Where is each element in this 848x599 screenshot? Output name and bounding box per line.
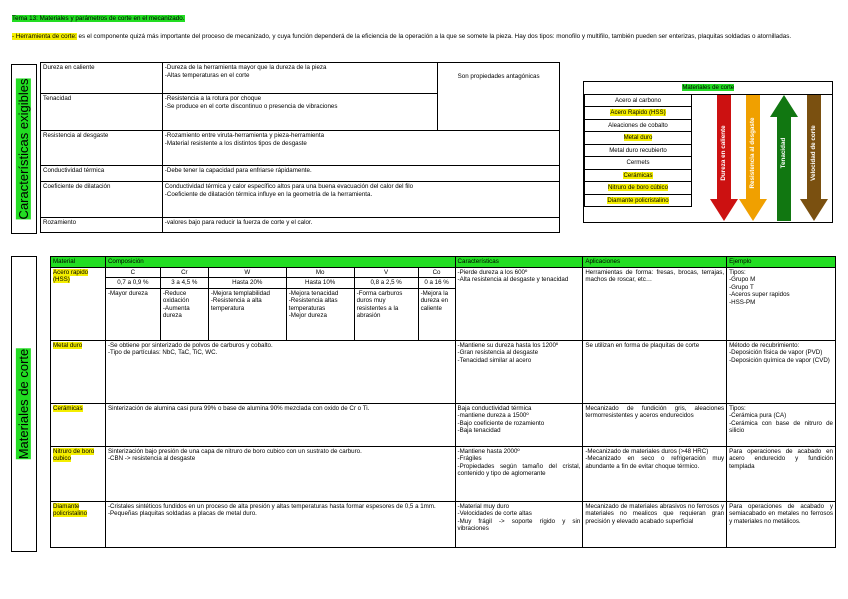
arrow-tenacidad [770,95,798,221]
char-name: Rozamiento [41,218,163,233]
element-effect: -Mejora tenacidad -Resistencia altas temperaturas -Mejor dureza [286,288,354,340]
header-material: Material [51,257,106,268]
char-name: Conductividad térmica [41,166,163,182]
arrow-label: Dureza en caliente [720,125,728,181]
material-name: Cerámicas [51,403,106,446]
material-example: Para operaciones de acabado en acero endurecido y fundición templada [727,446,836,501]
cutting-materials-header: Materiales de corte [682,84,735,92]
element-amount: Hasta 20% [208,278,286,289]
materials-table [50,256,836,548]
material-example: Para operaciones de acabado y semiacabado en metales no ferrosos y materiales no metálicos. [727,501,836,547]
material-characteristics: -Mantiene hasta 2000º -Frágiles -Propiedades según tamaño del cristal, contenido y tipo de aglomerante [455,446,583,501]
header-characteristics: Características [455,257,583,268]
materials-side-label [11,256,37,552]
element-amount: 0 a 16 % [418,278,455,289]
characteristics-table [40,62,560,233]
intro-text: es el componente quizá más importante del proceso de mecanizado, y cuya función dependerá de la eficiencia de la operación a la que se somete la pieza. Hay dos tipos: monofilo y multifilo, también pueden ser enterizas, plaquitas soldadas o atornilladas. [76,33,792,40]
char-name: Tenacidad [41,94,163,131]
characteristics-label-text: Características exigibles [15,78,31,220]
char-desc: -Resistencia a la rotura por choque -Se produce en el corte discontinuo o presencia de vibraciones [162,94,437,131]
char-desc: -Dureza de la herramienta mayor que la dureza de la pieza -Altas temperaturas en el corte [162,63,437,94]
element-amount: 0,8 a 2,5 % [354,278,418,289]
element-symbol: Co [418,267,455,278]
char-desc: -Debe tener la capacidad para enfriarse rápidamente. [162,166,559,182]
element-effect: -Mejora la dureza en caliente [418,288,455,340]
material-name: Metal duro [51,340,106,403]
material-composition: -Cristales sintéticos fundidos en un proceso de alta presión y altas temperaturas hasta formar espesores de 0,5 a 1mm. -Pequeñas plaquitas soldadas a placas de metal duro. [105,501,455,547]
cut-item: Aleaciones de cobalto [585,119,692,132]
arrow-dureza-en-caliente [710,95,738,221]
material-name: Diamante policristalino [51,501,106,547]
cut-item: Nitruro de boro cúbico [585,182,692,195]
material-example: Método de recubrimiento: -Deposición física de vapor (PVD) -Deposición química de vapor (CVD) [727,340,836,403]
element-effect: -Mejora templabilidad -Resistencia a alta temperatura [208,288,286,340]
char-desc: Conductividad térmica y calor específico altos para una buena evacuación del calor del filo -Coeficiente de dilatación térmica influye en la geometría de la herramienta. [162,182,559,218]
char-desc: -valores bajo para reducir la fuerza de corte y el calor. [162,218,559,233]
cut-item: Cerámicas [585,169,692,182]
element-symbol: W [208,267,286,278]
element-amount: 3 a 4,5 % [160,278,208,289]
arrow-label: Tenacidad [780,137,788,169]
arrow-label: Velocidad de corte [810,125,818,181]
arrow-velocidad-corte [800,95,828,221]
characteristics-side-label [11,64,37,234]
arrow-label: Resistencia al desgaste [749,117,757,189]
element-symbol: V [354,267,418,278]
material-characteristics: Baja conductividad térmica -mantiene dureza a 1500º -Bajo coeficiente de rozamiento -Baja tenacidad [455,403,583,446]
header-applications: Aplicaciones [583,257,727,268]
antagonic-note: Son propiedades antagónicas [438,63,560,131]
page-title [12,15,185,23]
material-example: Tipos: -Grupo M -Grupo T -Aceros super rapidos -HSS-PM [727,267,836,340]
char-name: Dureza en caliente [41,63,163,94]
header-example: Ejemplo [727,257,836,268]
material-composition: Sinterización bajo presión de una capa de nitruro de boro cubico con un sustrato de carburo. -CBN -> resistencia al desgaste [105,446,455,501]
material-composition: Sinterización de alumina casi pura 99% o base de alumina 90% mezclada con oxido de Cr o Ti. [105,403,455,446]
material-example: Tipos: -Cerámica pura (CA) -Cerámica con base de nitruro de silicio [727,403,836,446]
cut-item: Metal duro [585,132,692,145]
intro-label: - Herramienta de corte: [12,33,77,40]
page-title-text: Tema 13: Materiales y parámetros de corte en el mecanizado. [12,15,185,22]
header-composition: Composición [105,257,455,268]
element-symbol: C [105,267,160,278]
material-applications: Se utilizan en forma de plaquitas de corte [583,340,727,403]
material-composition: -Se obtiene por sinterizado de polvos de carburos y cobalto. -Tipo de partículas: NbC, TaC, TiC, WC. [105,340,455,403]
cut-item: Cermets [585,157,692,170]
element-symbol: Mo [286,267,354,278]
char-desc: -Rozamiento entre viruta-herramienta y pieza-herramienta -Material resistente a los distintos tipos de desgaste [162,131,559,166]
element-symbol: Cr [160,267,208,278]
cut-item: Diamante policristalino [585,194,692,207]
material-name: Acero rapido (HSS) [51,267,106,340]
material-characteristics: -Material muy duro -Velocidades de corte altas -Muy frágil -> soporte rígido y sin vibraciones [455,501,583,547]
char-name: Coeficiente de dilatación [41,182,163,218]
cutting-materials-panel [583,81,833,223]
material-characteristics: -Mantiene su dureza hasta los 1200º -Gran resistencia al desgaste -Tenacidad similar al acero [455,340,583,403]
element-amount: 0,7 a 0,9 % [105,278,160,289]
element-effect: -Mayor dureza [105,288,160,340]
element-effect: -Forma carburos duros muy resistentes a la abrasión [354,288,418,340]
material-name: Nitruro de boro cubico [51,446,106,501]
material-applications: Mecanizado de fundición gris, aleaciones termorresistentes y aceros endurecidos [583,403,727,446]
material-applications: Mecanizado de materiales abrasivos no ferrosos y materiales no mealicos que requieran gran precisión y elevado acabado superficial [583,501,727,547]
arrow-resistencia-desgaste [739,95,767,221]
cut-item: Acero al carbono [585,94,692,107]
material-applications: Herramientas de forma: fresas, brocas, terrajas, machos de roscar, etc… [583,267,727,340]
materials-label-text: Materiales de corte [15,348,31,460]
cut-item: Metal duro recubierto [585,144,692,157]
material-characteristics: -Pierde dureza a los 600º -Alta resistencia al desgaste y tenacidad [455,267,583,340]
char-name: Resistencia al desgaste [41,131,163,166]
cut-item: Acero Rapido (HSS) [585,107,692,120]
intro-paragraph [12,33,834,41]
material-applications: -Mecanizado de materiales duros (>48 HRC) -Mecanizado en seco o refrigeración muy abundante a fin de evitar choque térmico. [583,446,727,501]
element-amount: Hasta 10% [286,278,354,289]
element-effect: -Reduce oxidación -Aumenta dureza [160,288,208,340]
